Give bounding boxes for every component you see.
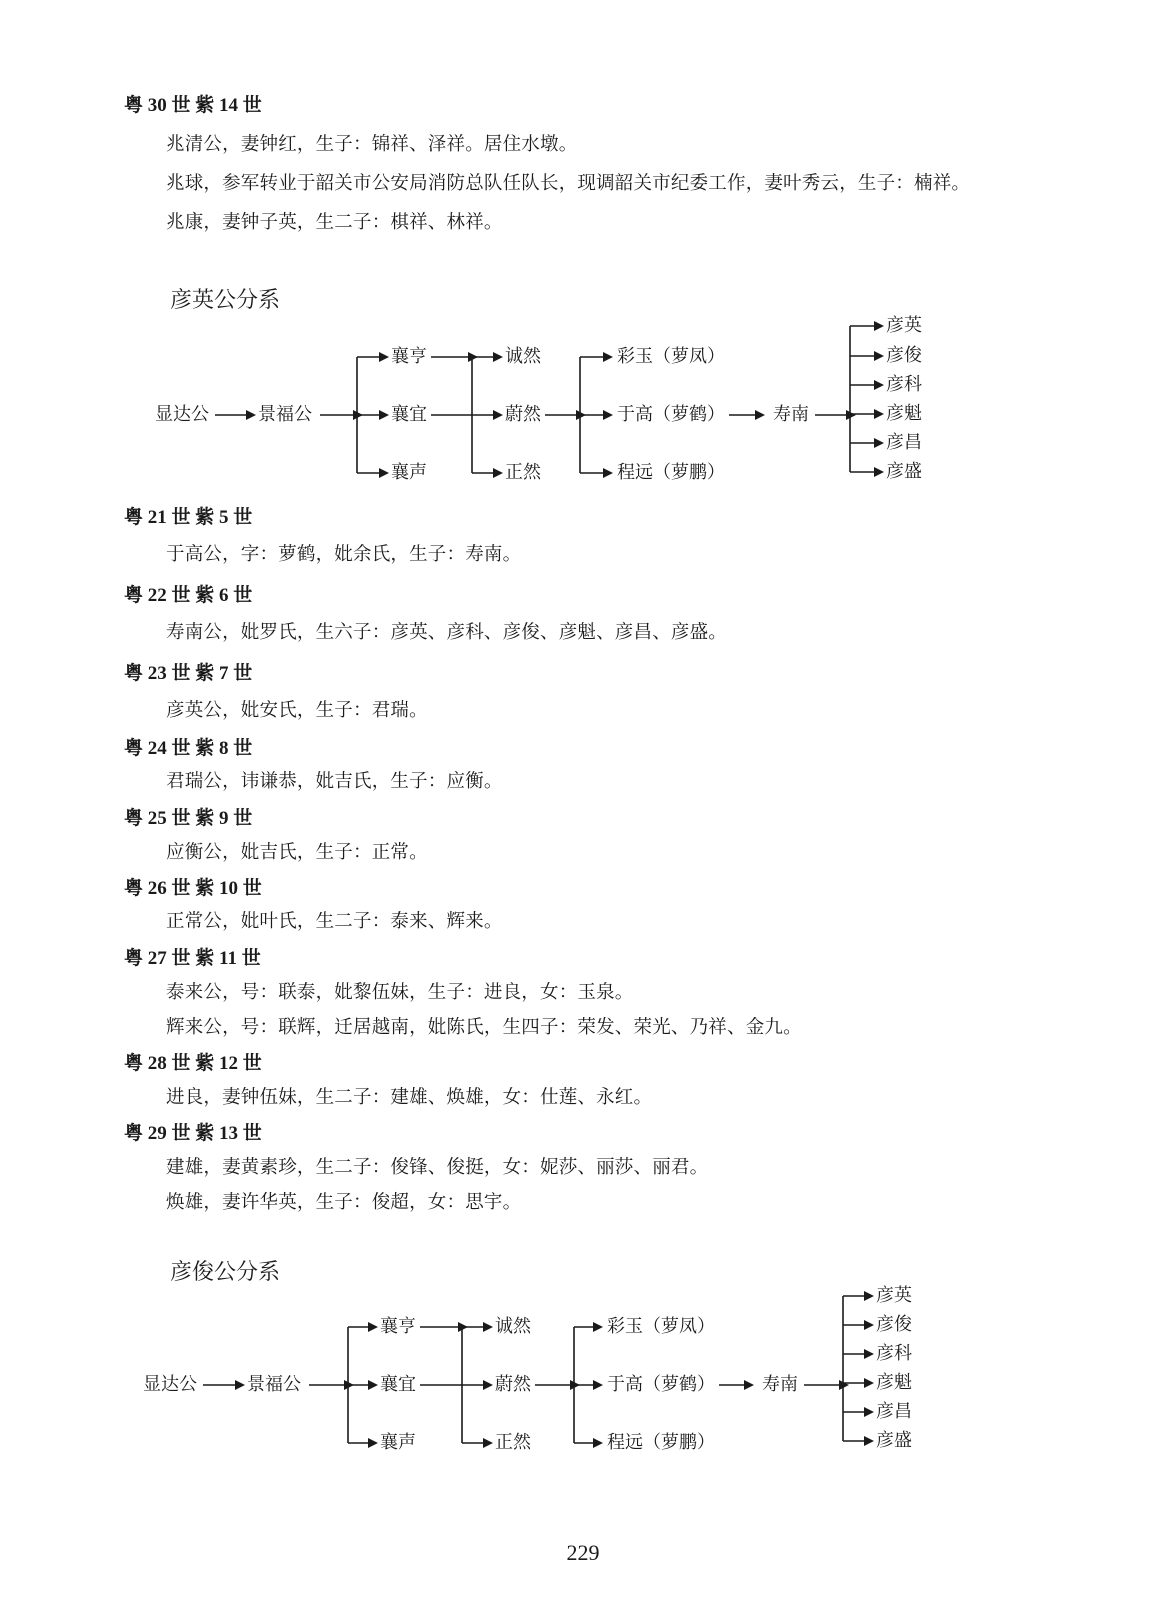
tree-node-label: 彦盛	[886, 461, 922, 482]
arrow-head	[483, 1438, 493, 1448]
arrow-head	[864, 1320, 874, 1330]
tree-node-label: 彦科	[876, 1343, 912, 1364]
tree-node-label: 蔚然	[505, 404, 541, 425]
arrow-head	[864, 1349, 874, 1359]
tree-node-label: 彦盛	[876, 1430, 912, 1451]
tree-node-label: 彦魁	[886, 403, 922, 424]
tree-node-label: 彦俊	[886, 345, 922, 366]
arrow-head	[483, 1322, 493, 1332]
generation-heading: 粤 23 世 紫 7 世	[124, 663, 253, 684]
arrow-head	[864, 1436, 874, 1446]
generation-heading: 粤 26 世 紫 10 世	[124, 878, 262, 899]
generation-heading: 粤 22 世 紫 6 世	[124, 585, 253, 606]
arrow-head	[839, 1380, 849, 1390]
arrow-head	[593, 1322, 603, 1332]
tree-node-label: 彦英	[886, 315, 922, 336]
tree-node-label: 彦科	[886, 374, 922, 395]
entry-text: 进良，妻钟伍妹，生二子：建雄、焕雄，女：仕莲、永红。	[166, 1087, 653, 1108]
entry-text: 正常公，妣叶氏，生二子：泰来、辉来。	[166, 911, 503, 932]
arrow-head	[864, 1378, 874, 1388]
tree-node-label: 正然	[495, 1432, 531, 1453]
tree-node-label: 彦俊	[876, 1314, 912, 1335]
arrow-head	[368, 1438, 378, 1448]
tree-node-label: 诚然	[495, 1316, 531, 1337]
tree-node-label: 襄宜	[380, 1374, 416, 1395]
entry-text: 兆球，参军转业于韶关市公安局消防总队任队长，现调韶关市纪委工作，妻叶秀云，生子：楠祥。	[166, 173, 971, 194]
generation-heading: 粤 27 世 紫 11 世	[124, 948, 261, 969]
entry-text: 兆康，妻钟子英，生二子：棋祥、林祥。	[166, 212, 503, 233]
arrow-head	[744, 1380, 754, 1390]
tree-node-label: 景福公	[247, 1374, 301, 1395]
generation-heading: 粤 25 世 紫 9 世	[124, 808, 253, 829]
arrow-head	[483, 1380, 493, 1390]
tree-node-label: 寿南	[762, 1374, 798, 1395]
arrow-head	[368, 1322, 378, 1332]
tree-node-label: 显达公	[155, 404, 209, 425]
generation-heading: 粤 24 世 紫 8 世	[124, 738, 253, 759]
tree-node-label: 显达公	[143, 1374, 197, 1395]
entry-text: 泰来公，号：联泰，妣黎伍妹，生子：进良，女：玉泉。	[166, 982, 634, 1003]
tree-node-label: 于高（萝鹤）	[617, 404, 725, 425]
entry-text: 兆清公，妻钟红，生子：锦祥、泽祥。居住水墩。	[166, 134, 578, 155]
generation-heading: 粤 29 世 紫 13 世	[124, 1123, 262, 1144]
arrow-head	[593, 1438, 603, 1448]
entry-text: 应衡公，妣吉氏，生子：正常。	[166, 842, 428, 863]
generation-heading: 粤 30 世 紫 14 世	[124, 95, 262, 116]
tree-node-label: 襄宜	[391, 404, 427, 425]
tree-node-label: 彦英	[876, 1285, 912, 1306]
generation-heading: 粤 21 世 紫 5 世	[124, 507, 253, 528]
tree-node-label: 彦昌	[876, 1401, 912, 1422]
entry-text: 焕雄，妻许华英，生子：俊超，女：思宇。	[166, 1192, 522, 1213]
tree-node-label: 寿南	[773, 404, 809, 425]
tree-node-label: 襄声	[380, 1432, 416, 1453]
arrow-head	[368, 1380, 378, 1390]
arrow-head	[593, 1380, 603, 1390]
tree-node-label: 诚然	[505, 346, 541, 367]
page-number: 229	[566, 1540, 600, 1565]
tree-node-label: 襄亨	[391, 346, 427, 367]
tree-node-label: 彦魁	[876, 1372, 912, 1393]
tree-node-label: 正然	[505, 462, 541, 483]
section-title: 彦英公分系	[170, 288, 281, 313]
entry-text: 君瑞公，讳谦恭，妣吉氏，生子：应衡。	[166, 771, 503, 792]
entry-text: 彦英公，妣安氏，生子：君瑞。	[166, 700, 428, 721]
tree-node-label: 景福公	[258, 404, 312, 425]
entry-text: 辉来公，号：联辉，迁居越南，妣陈氏，生四子：荣发、荣光、乃祥、金九。	[166, 1017, 802, 1038]
tree-node-label: 蔚然	[495, 1374, 531, 1395]
tree-node-label: 程远（萝鹏）	[617, 462, 725, 483]
tree-node-label: 于高（萝鹤）	[607, 1374, 715, 1395]
entry-text: 寿南公，妣罗氏，生六子：彦英、彦科、彦俊、彦魁、彦昌、彦盛。	[166, 622, 728, 643]
tree-node-label: 彩玉（萝凤）	[607, 1316, 715, 1337]
tree-node-label: 彦昌	[886, 432, 922, 453]
tree-node-label: 彩玉（萝凤）	[617, 346, 725, 367]
arrow-head	[864, 1407, 874, 1417]
generation-heading: 粤 28 世 紫 12 世	[124, 1053, 262, 1074]
entry-text: 于高公，字：萝鹤，妣余氏，生子：寿南。	[166, 544, 522, 565]
tree-node-label: 襄亨	[380, 1316, 416, 1337]
entry-text: 建雄，妻黄素珍，生二子：俊锋、俊挺，女：妮莎、丽莎、丽君。	[166, 1157, 709, 1178]
arrow-head	[864, 1291, 874, 1301]
arrow-head	[235, 1380, 245, 1390]
section-title: 彦俊公分系	[170, 1260, 281, 1285]
tree-node-label: 程远（萝鹏）	[607, 1432, 715, 1453]
tree-node-label: 襄声	[391, 462, 427, 483]
